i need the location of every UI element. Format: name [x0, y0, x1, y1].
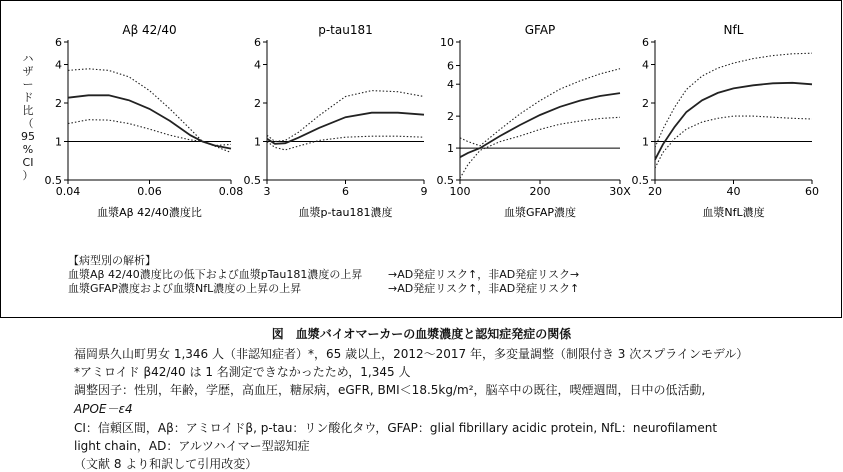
- hazard-ratio-curve: [267, 113, 424, 144]
- x-tick-label: 200: [529, 185, 551, 198]
- y-axis-label-char: CI: [22, 156, 34, 169]
- y-tick-label: 4: [55, 58, 62, 72]
- hazard-ratio-curve: [68, 95, 231, 148]
- footnote-line: CI：信頼区間，Aβ：アミロイドβ, p-tau：リン酸化タウ，GFAP：glial fibrillary acidic protein, NfL：neurofilament: [74, 421, 718, 435]
- notes-line-1-left: 血漿Aβ 42/40濃度比の低下および血漿pTau181濃度の上昇: [68, 268, 363, 281]
- ci-upper-curve: [460, 69, 620, 146]
- chart-panel-4: [632, 23, 820, 219]
- y-tick-label: 6: [55, 36, 62, 49]
- y-tick-label: 0.5: [631, 174, 649, 187]
- y-axis-label-char: 比: [22, 104, 34, 117]
- y-axis-label: [20, 52, 36, 182]
- x-tick-label: 0.06: [137, 185, 162, 198]
- y-tick-label: 1: [254, 135, 261, 149]
- footnote-line: *アミロイド β42/40 は 1 名測定できなかったため，1,345 人: [74, 365, 411, 379]
- x-tick-label: 9: [420, 185, 428, 198]
- x-axis-label: 血漿NfL濃度: [702, 206, 765, 219]
- x-tick-label: 100: [449, 185, 471, 198]
- y-tick-label: 2: [254, 97, 261, 111]
- x-tick-label: 3: [263, 185, 271, 198]
- y-tick-label: 1: [447, 142, 454, 156]
- notes-heading: 【病型別の解析】: [68, 254, 156, 267]
- ci-lower-curve: [267, 136, 424, 150]
- ci-upper-curve: [267, 91, 424, 142]
- ci-lower-curve: [655, 116, 812, 168]
- notes-line-1-right: →AD発症リスク↑，非AD発症リスク→: [388, 268, 580, 281]
- y-tick-label: 4: [447, 78, 454, 92]
- chart-title: p-tau181: [318, 23, 373, 37]
- x-axis-label: 血漿p-tau181濃度: [298, 206, 393, 219]
- chart-panel-3: [437, 23, 632, 219]
- x-axis-label: 血漿GFAP濃度: [504, 206, 576, 219]
- notes-line-2: [68, 282, 580, 296]
- hazard-ratio-curve: [655, 83, 812, 160]
- y-tick-label: 1: [642, 135, 649, 149]
- y-tick-label: 2: [55, 97, 62, 111]
- footnote-line: light chain，AD：アルツハイマー型認知症: [74, 439, 310, 453]
- y-tick-label: 6: [447, 59, 454, 73]
- notes-line-1: [68, 268, 580, 282]
- x-tick-label: 0.04: [55, 185, 81, 198]
- y-tick-label: 2: [642, 97, 649, 111]
- chart-title: Aβ 42/40: [122, 23, 177, 37]
- y-axis-label-char: ー: [22, 78, 34, 91]
- y-tick-label: 10: [440, 36, 454, 49]
- y-tick-label: 1: [55, 135, 62, 149]
- ci-upper-curve: [68, 69, 231, 146]
- x-tick-label: 20: [648, 185, 662, 198]
- x-tick-label: 6: [342, 185, 349, 198]
- y-axis-label-char: （: [22, 117, 34, 130]
- ci-upper-curve: [655, 53, 812, 147]
- x-axis-label: 血漿Aβ 42/40濃度比: [97, 206, 202, 219]
- footnote-line: （文献 8 より和訳して引用改変）: [74, 457, 258, 471]
- chart-title: GFAP: [524, 23, 556, 37]
- chart-panel-2: [244, 23, 428, 219]
- x-tick-label: 30X: [609, 185, 631, 198]
- footnote-line: 福岡県久山町男女 1,346 人（非認知症者）*，65 歳以上，2012～2017 年，多変量調整（制限付き 3 次スプラインモデル）: [74, 347, 749, 361]
- y-tick-label: 6: [642, 36, 649, 49]
- y-tick-label: 4: [642, 58, 649, 72]
- notes-line-2-right: →AD発症リスク↑，非AD発症リスク↑: [388, 282, 580, 295]
- footnote-line: 調整因子：性別，年齢，学歴，高血圧，糖尿病，eGFR, BMI＜18.5kg/m²，脳卒中の既往，喫煙週間，日中の低活動,: [74, 383, 706, 397]
- x-tick-label: 0.08: [218, 185, 244, 198]
- y-tick-label: 0.5: [243, 174, 261, 187]
- y-tick-label: 6: [254, 36, 261, 49]
- y-axis-label-char: ド: [22, 91, 34, 104]
- y-tick-label: 2: [447, 110, 454, 124]
- y-tick-label: 0.5: [436, 174, 454, 187]
- y-tick-label: 0.5: [44, 174, 62, 187]
- ci-lower-curve: [68, 120, 231, 153]
- footnote-line: APOE－ε4: [74, 402, 133, 416]
- chart-title: NfL: [723, 23, 744, 37]
- figure-caption: 図 血漿バイオマーカーの血漿濃度と認知症発症の関係: [271, 327, 572, 341]
- x-tick-label: 40: [726, 185, 741, 198]
- y-axis-label-char: ハ: [22, 52, 34, 65]
- y-axis-label-char: 95: [21, 130, 35, 143]
- y-axis-label-char: %: [22, 143, 34, 156]
- y-tick-label: 4: [254, 58, 261, 72]
- y-axis-label-char: ）: [22, 169, 34, 182]
- chart-panel-1: [45, 23, 244, 219]
- y-axis-label-char: ザ: [22, 65, 34, 78]
- x-tick-label: 60: [805, 185, 819, 198]
- notes-line-2-left: 血漿GFAP濃度および血漿NfL濃度の上昇の上昇: [68, 282, 302, 295]
